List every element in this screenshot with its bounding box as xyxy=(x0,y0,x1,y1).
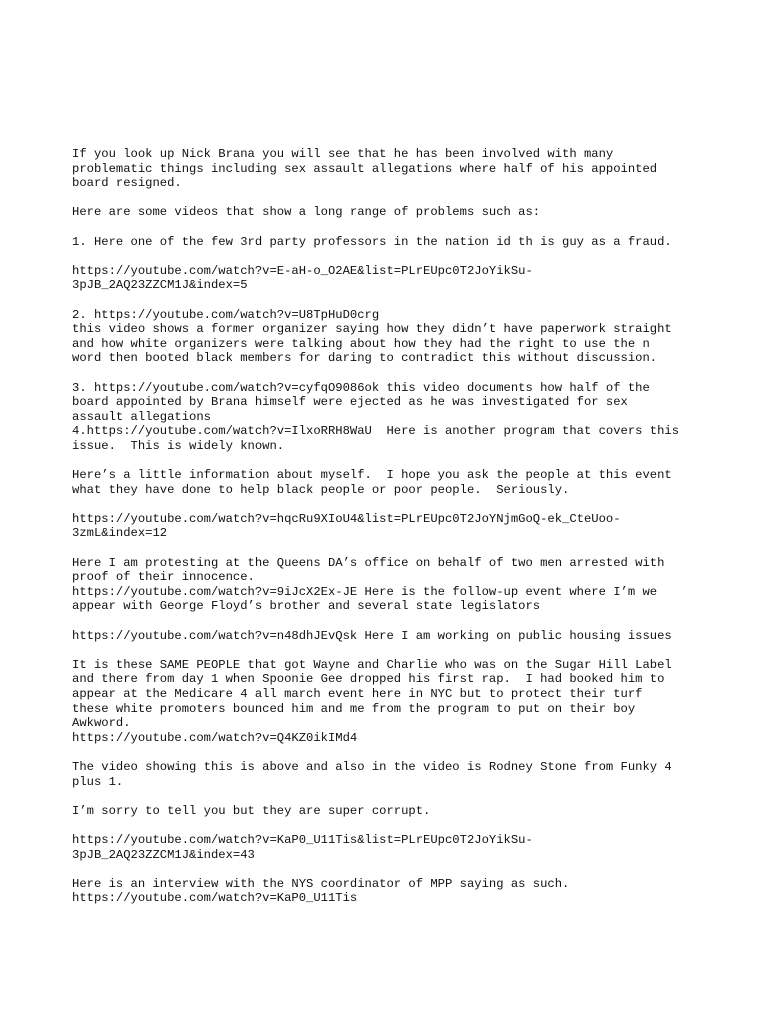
paragraph xyxy=(72,468,712,497)
text-line: what they have done to help black people or poor people. Seriously. xyxy=(72,482,570,497)
text-line: plus 1. xyxy=(72,774,124,789)
text-line: these white promoters bounced him and me from the program to put on their boy xyxy=(72,701,636,716)
text-line: https://youtube.com/watch?v=E-aH-o_O2AE&list=PLrEUpc0T2JoYikSu- xyxy=(72,263,533,278)
text-line: appear at the Medicare 4 all march event here in NYC but to protect their turf xyxy=(72,686,643,701)
text-line: proof of their innocence. xyxy=(72,570,255,585)
text-line: I’m sorry to tell you but they are super corrupt. xyxy=(72,803,431,818)
text-line: https://youtube.com/watch?v=KaP0_U11Tis xyxy=(72,891,358,906)
text-line: 3zmL&index=12 xyxy=(72,526,168,541)
paragraph xyxy=(72,877,712,906)
text-line: 3. https://youtube.com/watch?v=cyfqO9086ok this video documents how half of the xyxy=(72,380,650,395)
text-line: Here are some videos that show a long range of problems such as: xyxy=(72,205,541,220)
paragraph xyxy=(72,760,712,789)
text-line: 3pJB_2AQ23ZZCM1J&index=43 xyxy=(72,847,255,862)
text-line: It is these SAME PEOPLE that got Wayne and Charlie who was on the Sugar Hill Label xyxy=(72,657,672,672)
text-line: 3pJB_2AQ23ZZCM1J&index=5 xyxy=(72,278,248,293)
text-line: If you look up Nick Brana you will see that he has been involved with many xyxy=(72,147,614,161)
text-line: 2. https://youtube.com/watch?v=U8TpHuD0crg xyxy=(72,307,380,322)
document-page xyxy=(72,147,712,920)
paragraph xyxy=(72,147,712,191)
text-line: Here I am protesting at the Queens DA’s office on behalf of two men arrested with xyxy=(72,555,665,570)
paragraph xyxy=(72,235,712,250)
text-line: and there from day 1 when Spoonie Gee dropped his first rap. I had booked him to xyxy=(72,672,665,687)
text-line: Here’s a little information about myself. I hope you ask the people at this event xyxy=(72,468,672,483)
text-line: https://youtube.com/watch?v=Q4KZ0ikIMd4 xyxy=(72,730,358,745)
text-line: board resigned. xyxy=(72,176,182,191)
paragraph xyxy=(72,629,712,644)
paragraph xyxy=(72,264,712,293)
text-line: The video showing this is above and also in the video is Rodney Stone from Funky 4 xyxy=(72,759,672,774)
paragraph xyxy=(72,833,712,862)
text-line: https://youtube.com/watch?v=KaP0_U11Tis&list=PLrEUpc0T2JoYikSu- xyxy=(72,832,533,847)
text-line: 4.https://youtube.com/watch?v=IlxoRRH8WaU Here is another program that covers this xyxy=(72,424,680,439)
paragraph xyxy=(72,512,712,541)
paragraph xyxy=(72,804,712,819)
text-line: appear with George Floyd’s brother and several state legislators xyxy=(72,599,541,614)
text-line: 1. Here one of the few 3rd party professors in the nation id th is guy as a fraud. xyxy=(72,234,672,249)
text-line: and how white organizers were talking about how they had the right to use the n xyxy=(72,336,650,351)
text-line: https://youtube.com/watch?v=hqcRu9XIoU4&list=PLrEUpc0T2JoYNjmGoQ-ek_CteUoo- xyxy=(72,511,621,526)
text-line: https://youtube.com/watch?v=n48dhJEvQsk Here I am working on public housing issues xyxy=(72,628,672,643)
text-line: word then booted black members for daring to contradict this without discussion. xyxy=(72,351,658,366)
text-line: https://youtube.com/watch?v=9iJcX2Ex-JE Here is the follow-up event where I’m we xyxy=(72,584,658,599)
text-line: assault allegations xyxy=(72,409,211,424)
text-line: Here is an interview with the NYS coordinator of MPP saying as such. xyxy=(72,876,570,891)
paragraph xyxy=(72,556,712,614)
paragraph xyxy=(72,381,712,454)
text-line: problematic things including sex assault allegations where half of his appointed xyxy=(72,161,658,176)
paragraph xyxy=(72,205,712,220)
text-line: Awkword. xyxy=(72,716,131,731)
text-line: this video shows a former organizer saying how they didn’t have paperwork straight xyxy=(72,322,672,337)
text-line: issue. This is widely known. xyxy=(72,438,285,453)
paragraph xyxy=(72,308,712,366)
text-line: board appointed by Brana himself were ejected as he was investigated for sex xyxy=(72,395,628,410)
paragraph xyxy=(72,658,712,746)
